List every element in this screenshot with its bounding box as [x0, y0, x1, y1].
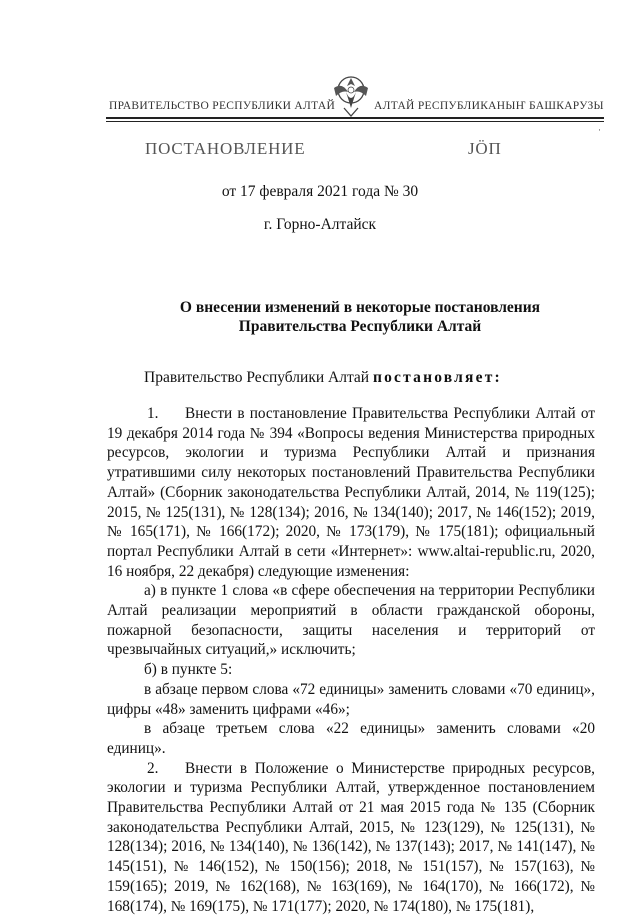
- paragraph-number: 1.: [147, 405, 159, 422]
- paragraph-1b: [107, 660, 595, 680]
- document-body: [107, 404, 595, 916]
- paragraph-1b-1: [107, 680, 595, 719]
- paragraph-text: в абзаце первом слова «72 единицы» заменить словами «70 единиц», цифры «48» заменить цифрами «46»;: [107, 680, 595, 718]
- paragraph-text: а) в пункте 1 слова «в сфере обеспечения на территории Республики Алтай реализации мероприятий в области гражданской обороны, пожарной безопасности, защиты населения и территорий от чрезвычайных ситуаций,» исключить;: [107, 582, 595, 659]
- title-line-2: Правительства Республики Алтай: [238, 318, 482, 335]
- header-rule-thin: [106, 121, 604, 122]
- org-name-altai: АЛТАЙ РЕСПУБЛИКАНЫҤ БАШКАРУЗЫ: [374, 100, 604, 112]
- paragraph-1: [107, 404, 595, 581]
- document-title: [120, 298, 600, 336]
- doc-type-altai: ЈÖП: [468, 139, 502, 158]
- document-city: г. Горно-Алтайск: [263, 216, 377, 233]
- paragraph-text: Внести в постановление Правительства Республики Алтай от 19 декабря 2014 года № 394 «Вопросы ведения Министерства природных ресурсов, экологии и туризма Республики Алтай и признания утратившими силу некоторых постановлений Правительства Республики Алтай» (Сборник законодательства Республики Алтай, 2014, № 119(125); 2015, № 125(131), № 128(134); 2016, № 134(140); 2017, № 146(152); 2019, № 165(171), № 166(172); 2020, № 173(179), № 175(181); официальный портал Республики Алтай в сети «Интернет»: www.altai-republic.ru, 2020, 16 ноября, 22 декабря) следующие изменения:: [107, 405, 595, 580]
- paragraph-1b-3: [107, 719, 595, 758]
- paragraph-text: в абзаце третьем слова «22 единицы» заменить словами «20 единиц».: [107, 720, 595, 757]
- title-line-1: О внесении изменений в некоторые постановления: [179, 299, 541, 316]
- coat-of-arms-icon: [326, 68, 376, 128]
- paragraph-number: 2.: [147, 759, 159, 777]
- paragraph-2: [107, 759, 595, 916]
- org-name-russian: ПРАВИТЕЛЬСТВО РЕСПУБЛИКИ АЛТАЙ: [109, 100, 336, 112]
- doc-type-russian: ПОСТАНОВЛЕНИЕ: [145, 139, 306, 158]
- paragraph-text: Внести в Положение о Министерстве природных ресурсов, экологии и туризма Республики Алтай, утвержденное постановлением Правительства Республики Алтай от 21 мая 2015 года № 135 (Сборник законодательства Республики Алтай, 2015, № 123(129), № 125(131), № 128(134); 2016, № 134(140), № 136(142), № 137(143); 2017, № 141(147), № 145(151), № 146(152), № 150(156); 2018, № 151(157), № 157(163), № 159(165); 2019, № 162(168), № 163(169), № 164(170), № 166(172), № 168(174), № 169(175), № 171(177); 2020, № 174(180), № 175(181),: [107, 759, 595, 915]
- intro-line: [144, 369, 502, 387]
- dot-mark: ·: [598, 125, 601, 135]
- intro-decree-word: постановляет:: [372, 369, 502, 386]
- header-rule: [106, 117, 604, 119]
- paragraph-1a: [107, 581, 595, 660]
- intro-text: Правительство Республики Алтай: [144, 369, 373, 386]
- document-date: от 17 февраля 2021 года № 30: [221, 183, 419, 200]
- paragraph-text: б) в пункте 5:: [144, 661, 233, 679]
